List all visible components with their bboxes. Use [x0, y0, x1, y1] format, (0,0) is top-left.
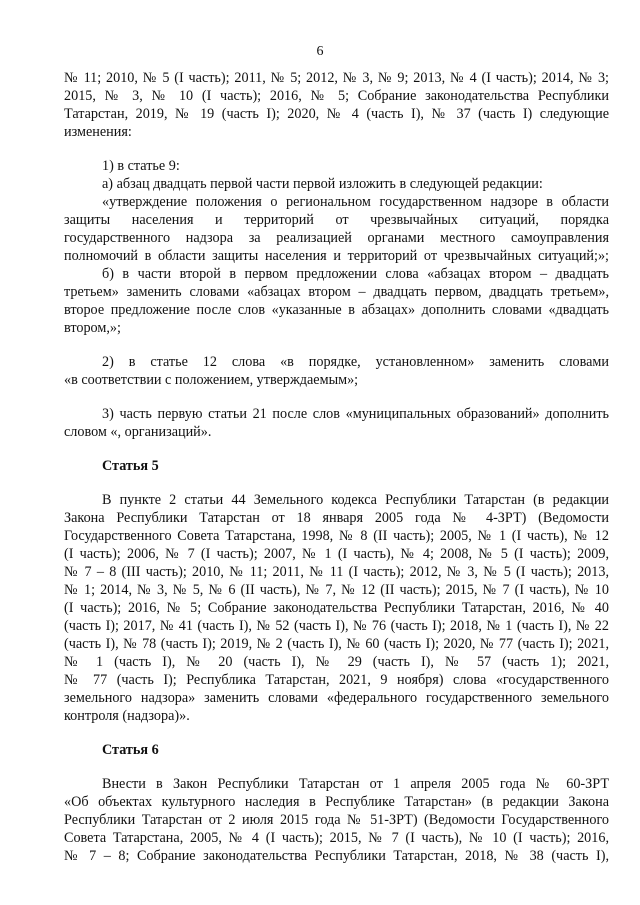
text-line: контроля (надзора)». — [64, 708, 190, 724]
text-line: «в соответствии с положением, утверждаемым»; — [64, 372, 359, 388]
article-5-text — [64, 491, 609, 725]
text-line: земельного надзора» заменить словами «федерального государственного земельного — [64, 690, 609, 706]
text-line: № 11; 2010, № 5 (I часть); 2011, № 5; 2012, № 3, № 9; 2013, № 4 (I часть); 2014, № 3; — [64, 70, 609, 86]
text-line: (часть I), № 78 (часть I); 2019, № 2 (часть I), № 60 (часть I); 2020, № 77 (часть I); 2021, — [64, 636, 609, 652]
text-line: государственного надзора за реализацией органами местного самоуправления — [64, 230, 609, 246]
text-line: полномочий в области защиты населения и территорий от чрезвычайных ситуаций;»; — [64, 248, 609, 264]
text-line: «Об объектах культурного наследия в Республике Татарстан» (в редакции Закона — [64, 794, 609, 810]
text-line: защиты населения и территорий от чрезвычайных ситуаций, порядка — [64, 212, 609, 228]
article-6-heading: Статья 6 — [102, 742, 159, 758]
text-line: № 77 (часть I); Республика Татарстан, 2021, 9 ноября) слова «государственного — [64, 672, 609, 688]
text-line: (I часть); 2006, № 7 (I часть); 2007, № 1 (I часть), № 4; 2008, № 5 (I часть); 2009, — [64, 546, 609, 562]
text-line: Закона Республики Татарстан от 18 января 2005 года № 4-ЗРТ) (Ведомости — [64, 510, 609, 526]
amendment-item-1 — [64, 157, 609, 337]
text-line: № 7 – 8; Собрание законодательства Республики Татарстан, 2018, № 38 (часть I), — [64, 848, 609, 864]
text-line: Государственного Совета Татарстана, 1998, № 8 (II часть); 2005, № 1 (I часть), № 12 — [64, 528, 609, 544]
text-line: В пункте 2 статьи 44 Земельного кодекса Республики Татарстан (в редакции — [102, 492, 609, 508]
text-line: «утверждение положения о региональном государственном надзоре в области — [102, 194, 609, 210]
page-number: 6 — [316, 44, 324, 59]
text-line: третьем» заменить словами «абзацах втором – двадцать первом, двадцать третьем», — [64, 284, 609, 300]
amendment-item-2 — [64, 353, 609, 389]
text-line: а) абзац двадцать первой части первой изложить в следующей редакции: — [102, 176, 543, 192]
text-line: изменения: — [64, 124, 132, 140]
text-line: второе предложение после слов «указанные в абзацах» дополнить словами «двадцать — [64, 302, 609, 318]
article-6-text — [64, 775, 609, 865]
document-body — [64, 69, 609, 865]
text-line: 3) часть первую статьи 21 после слов «муниципальных образований» дополнить — [102, 406, 609, 422]
text-line: Республики Татарстан от 2 июля 2015 года № 51-ЗРТ) (Ведомости Государственного — [64, 812, 609, 828]
text-line: втором,»; — [64, 320, 121, 336]
text-line: 2) в статье 12 слова «в порядке, установленном» заменить словами — [102, 354, 609, 370]
text-line: Татарстан, 2019, № 19 (часть I); 2020, № 4 (часть I), № 37 (часть I) следующие — [64, 106, 609, 122]
text-line: (I часть); 2016, № 5; Собрание законодательства Республики Татарстан, 2016, № 40 — [64, 600, 609, 616]
text-line: б) в части второй в первом предложении слова «абзацах втором – двадцать — [102, 266, 609, 282]
text-line: № 1; 2014, № 3, № 5, № 6 (II часть), № 7, № 12 (II часть); 2015, № 7 (I часть), № 10 — [64, 582, 609, 598]
amendment-item-3 — [64, 405, 609, 441]
text-line: 2015, № 3, № 10 (I часть); 2016, № 5; Собрание законодательства Республики — [64, 88, 609, 104]
intro-paragraph — [64, 69, 609, 141]
text-line: № 7 – 8 (III часть); 2010, № 11; 2011, № 11 (I часть); 2012, № 3, № 5 (I часть); 2013, — [64, 564, 609, 580]
article-5-heading: Статья 5 — [102, 458, 159, 474]
text-line: Совета Татарстана, 2005, № 4 (I часть); 2015, № 7 (I часть), № 10 (I часть); 2016, — [64, 830, 609, 846]
text-line: Внести в Закон Республики Татарстан от 1 апреля 2005 года № 60-ЗРТ — [102, 776, 609, 792]
text-line: № 1 (часть I), № 20 (часть I), № 29 (часть I), № 57 (часть 1); 2021, — [64, 654, 609, 670]
text-line: (часть I); 2017, № 41 (часть I), № 52 (часть I), № 76 (часть I); 2018, № 1 (часть I), № 22 — [64, 618, 609, 634]
text-line: словом «, организаций». — [64, 424, 212, 440]
text-line: 1) в статье 9: — [102, 158, 180, 174]
